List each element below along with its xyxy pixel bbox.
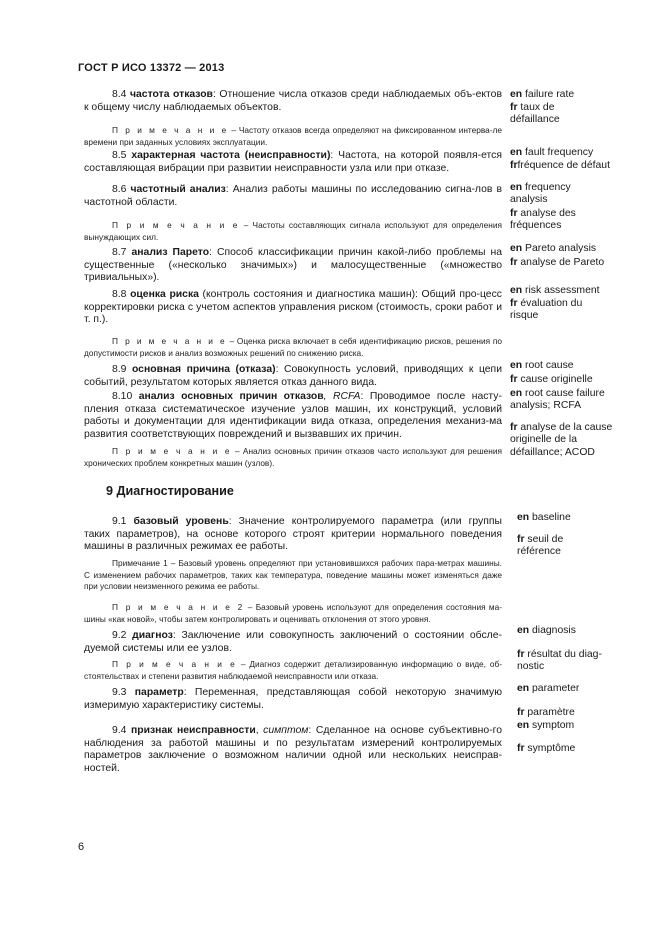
lang-code: en bbox=[510, 388, 523, 399]
entry-definition: : Анализ работы машины по исследованию сигна-лов в частотной области. bbox=[84, 184, 502, 208]
glossary-en-frequency-analysis bbox=[510, 182, 590, 207]
entry-number: 9.2 bbox=[112, 630, 133, 641]
note-text: – Анализ основных причин отказов часто используют для решения хронических проблем конкретных машин (узлов). bbox=[84, 446, 502, 468]
glossary-en-baseline bbox=[517, 512, 632, 524]
lang-code: fr bbox=[510, 374, 518, 385]
lang-code: fr bbox=[510, 160, 518, 171]
note-text: – Диагноз содержит детализированную информацию о виде, об-стоятельствах и степени развития наблюдаемой неисправности или отказа. bbox=[84, 659, 502, 681]
lang-code: fr bbox=[517, 743, 525, 754]
glossary-en-root-cause bbox=[510, 360, 625, 372]
glossary-fr-symptom bbox=[517, 743, 632, 755]
lang-code: en bbox=[510, 182, 523, 193]
equivalent-term: taux de défaillance bbox=[510, 102, 560, 126]
equivalent-term: analyse des fréquences bbox=[510, 208, 576, 232]
entry-abbreviation: , RCFA bbox=[323, 391, 361, 402]
equivalent-term: parameter bbox=[529, 683, 580, 694]
lang-code: fr bbox=[517, 707, 525, 718]
entry-8-9 bbox=[84, 364, 502, 389]
lang-code: en bbox=[510, 360, 523, 371]
entry-term: базовый уровень bbox=[133, 516, 229, 527]
entry-definition: : Проводимое после насту-пления отказа систематическое изучение узлов машин, их конструкций, условий работы и документации для идентификации вида отказа, определения механиз-ма развития соответствующих повреждений и вызвавших их причин. bbox=[84, 391, 502, 440]
entry-8-6 bbox=[84, 184, 502, 209]
entry-9-3 bbox=[84, 687, 502, 712]
lang-code: en bbox=[517, 512, 530, 523]
equivalent-term: symptom bbox=[529, 720, 575, 731]
entry-synonym: симптом bbox=[263, 725, 309, 736]
note-8-8 bbox=[84, 336, 502, 359]
lang-code: fr bbox=[517, 649, 525, 660]
entry-8-7 bbox=[84, 247, 502, 285]
equivalent-term: symptôme bbox=[524, 743, 576, 754]
equivalent-term: seuil de référence bbox=[517, 534, 564, 558]
equivalent-term: fault frequency bbox=[522, 147, 594, 158]
lang-code: en bbox=[510, 147, 523, 158]
entry-9-4: 9.4 признак неисправности, симптом: Сделанное на основе субъективно-го наблюдения за работой машины и по результатам измерений контролируемых параметров заключение о возможном наличии одной или нескольких неисправ-ностей. bbox=[84, 725, 503, 774]
equivalent-term: root cause failure analysis; RCFA bbox=[510, 388, 605, 412]
glossary-fr-root-cause bbox=[510, 374, 625, 386]
entry-term: признак неисправности bbox=[131, 725, 256, 736]
note-label: Примечание 1 bbox=[112, 558, 168, 568]
entry-number: 8.4 bbox=[112, 89, 130, 100]
glossary-en-fault-frequency bbox=[510, 147, 625, 159]
entry-number: 8.5 bbox=[112, 150, 132, 161]
entry-term: диагноз bbox=[132, 630, 173, 641]
glossary-fr-pareto bbox=[510, 257, 625, 269]
glossary-fr-fault-frequency bbox=[510, 160, 610, 172]
equivalent-term: failure rate bbox=[522, 89, 575, 100]
note-text: – Частоты составляющих сигнала используют для определения вынуждающих сил. bbox=[84, 220, 502, 242]
entry-term: параметр bbox=[134, 687, 184, 698]
note-label: П р и м е ч а н и е bbox=[112, 659, 237, 669]
glossary-fr-baseline bbox=[517, 534, 587, 559]
glossary-fr-risk-assessment bbox=[510, 298, 600, 323]
note-8-4 bbox=[84, 125, 502, 148]
lang-code: en bbox=[517, 720, 530, 731]
glossary-fr-frequency-analysis bbox=[510, 208, 600, 233]
equivalent-term: diagnosis bbox=[529, 625, 576, 636]
note-text: – Базовый уровень используют для определения состояния ма-шины «как новой», чтобы затем контролировать и оценивать отклонения от этого уровня. bbox=[84, 602, 502, 624]
equivalent-term: root cause bbox=[522, 360, 574, 371]
entry-number: 8.7 bbox=[112, 247, 132, 258]
note-8-6 bbox=[84, 220, 502, 243]
note-9-2 bbox=[84, 659, 502, 682]
entry-term: характерная частота (неисправности) bbox=[131, 150, 331, 161]
glossary-fr-diagnosis bbox=[517, 649, 622, 674]
entry-definition: : Совокупность условий, приводящих к цепи событий, результатом которых является отказ данного вида. bbox=[84, 364, 502, 388]
lang-code: en bbox=[517, 683, 530, 694]
glossary-en-rcfa bbox=[510, 388, 620, 413]
entry-term: оценка риска bbox=[130, 289, 199, 300]
entry-definition: : Частота, на которой появля-ется составляющая вибрации при развитии неисправности узла или при отказе. bbox=[84, 150, 502, 174]
lang-code: en bbox=[510, 285, 523, 296]
glossary-en-risk-assessment bbox=[510, 285, 625, 297]
entry-definition: : Значение контролируемого параметра (или группы таких параметров), на основе которого строят критерии нормального поведения машины в различных режимах ее работы. bbox=[84, 516, 502, 553]
entry-number: 8.9 bbox=[112, 364, 132, 375]
equivalent-term: paramètre bbox=[524, 707, 575, 718]
glossary-en-diagnosis bbox=[517, 625, 632, 637]
lang-code: fr bbox=[517, 534, 525, 545]
note-text: – Базовый уровень определяют при установившихся рабочих пара-метрах машины. С изменением рабочих параметров, таких как температура, поведение машины может изменяться даже при условии неизменного режима ее работы. bbox=[84, 558, 502, 592]
entry-term: частота отказов bbox=[129, 89, 213, 100]
lang-code: fr bbox=[510, 257, 518, 268]
section-heading: 9 Диагностирование bbox=[106, 484, 234, 498]
glossary-fr-acod bbox=[510, 422, 620, 459]
equivalent-term: analyse de la cause originelle de la défaillance; ACOD bbox=[510, 422, 613, 458]
entry-number: 9.4 bbox=[112, 725, 131, 736]
glossary-fr-parameter bbox=[517, 707, 632, 719]
note-9-1-second bbox=[84, 602, 502, 625]
entry-term: частотный анализ bbox=[130, 184, 226, 195]
note-label: П р и м е ч а н и е 2 bbox=[112, 602, 245, 612]
entry-definition: : Заключение или совокупность заключений о состоянии обсле-дуемой системы или ее узлов. bbox=[84, 630, 502, 654]
entry-definition: : Способ классификации причин какой-либо проблемы на существенные («несколько значимых») и малосущественные («множество тривиальных»). bbox=[84, 247, 502, 284]
entry-number: 9.1 bbox=[112, 516, 134, 527]
equivalent-term: frequency analysis bbox=[510, 182, 571, 206]
equivalent-term: fréquence de défaut bbox=[517, 160, 610, 171]
glossary-fr-failure-rate bbox=[510, 102, 600, 127]
entry-8-8 bbox=[84, 289, 502, 327]
glossary-en-pareto bbox=[510, 243, 625, 255]
entry-8-4 bbox=[84, 89, 502, 114]
entry-term: анализ Парето bbox=[131, 247, 210, 258]
entry-number: 9.3 bbox=[112, 687, 135, 698]
note-label: П р и м е ч а н и е bbox=[112, 220, 240, 230]
equivalent-term: baseline bbox=[529, 512, 571, 523]
lang-code: fr bbox=[510, 102, 518, 113]
note-text: – Оценка риска включает в себя идентификацию рисков, решения по допустимости рисков и анализ возможных решений по снижению риска. bbox=[84, 336, 502, 358]
note-label: П р и м е ч а н и е bbox=[112, 125, 229, 135]
entry-number: 8.10 bbox=[112, 391, 139, 402]
equivalent-term: cause originelle bbox=[517, 374, 593, 385]
entry-term: основная причина (отказа) bbox=[131, 364, 276, 375]
lang-code: en bbox=[510, 89, 523, 100]
entry-8-5 bbox=[84, 150, 502, 175]
note-9-1-first bbox=[84, 558, 502, 593]
equivalent-term: analyse de Pareto bbox=[517, 257, 605, 268]
entry-9-1 bbox=[84, 516, 502, 554]
entry-term: анализ основных причин отказов bbox=[138, 391, 324, 402]
equivalent-term: Pareto analysis bbox=[522, 243, 597, 254]
entry-9-2 bbox=[84, 630, 502, 655]
glossary-en-failure-rate bbox=[510, 89, 625, 101]
standard-header: ГОСТ Р ИСО 13372 — 2013 bbox=[78, 62, 225, 74]
glossary-en-parameter bbox=[517, 683, 632, 695]
entry-definition: : Отношение числа отказов среди наблюдаемых объ-ектов к общему числу наблюдаемых объектов. bbox=[84, 89, 502, 113]
lang-code: en bbox=[517, 625, 530, 636]
lang-code: fr bbox=[510, 298, 518, 309]
note-8-10 bbox=[84, 446, 502, 469]
page-number: 6 bbox=[78, 841, 85, 853]
entry-number: 8.8 bbox=[112, 289, 131, 300]
note-label: П р и м е ч а н и е bbox=[112, 446, 232, 456]
lang-code: fr bbox=[510, 208, 518, 219]
note-text: – Частоту отказов всегда определяют на фиксированном интерва-ле времени при заданных условиях эксплуатации. bbox=[84, 125, 502, 147]
note-label: П р и м е ч а н и е bbox=[112, 336, 227, 346]
equivalent-term: évaluation du risque bbox=[510, 298, 583, 322]
entry-definition: : Сделанное на основе субъективно-го наблюдения за работой машины и по результатам измерений контролируемых параметров заключение о возможном наличии одной или нескольких неисправ-ностей. bbox=[84, 725, 503, 774]
equivalent-term: risk assessment bbox=[522, 285, 600, 296]
lang-code: fr bbox=[510, 422, 518, 433]
entry-number: 8.6 bbox=[112, 184, 131, 195]
equivalent-term: résultat du diag-nostic bbox=[517, 649, 602, 673]
entry-definition: : Переменная, представляющая собой некоторую значимую измеримую характеристику системы. bbox=[84, 687, 502, 711]
glossary-en-symptom bbox=[517, 720, 632, 732]
entry-8-10 bbox=[84, 391, 502, 441]
entry-definition: (контроль состояния и диагностика машин): Общий про-цесс корректировки риска с учетом аспектов управления риском (стоимость, сроки работ и т. п.). bbox=[84, 289, 502, 326]
lang-code: en bbox=[510, 243, 523, 254]
